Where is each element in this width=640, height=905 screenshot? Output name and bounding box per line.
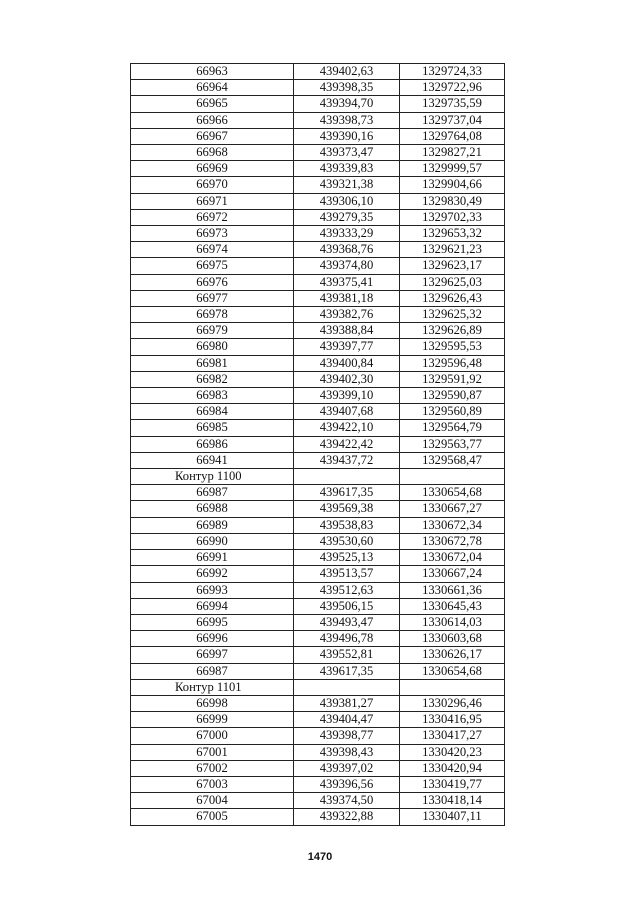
x-coordinate-cell: 439279,35 <box>294 209 400 225</box>
point-number-cell: 66963 <box>131 64 294 80</box>
y-coordinate-cell: 1329596,48 <box>400 355 505 371</box>
x-coordinate-cell: 439382,76 <box>294 307 400 323</box>
y-coordinate-cell: 1329564,79 <box>400 420 505 436</box>
point-number-cell: 66970 <box>131 177 294 193</box>
table-row <box>131 728 505 744</box>
point-number-cell: 66978 <box>131 307 294 323</box>
x-coordinate-cell: 439496,78 <box>294 631 400 647</box>
x-coordinate-cell: 439373,47 <box>294 145 400 161</box>
y-coordinate-cell: 1330672,78 <box>400 533 505 549</box>
x-coordinate-cell: 439617,35 <box>294 663 400 679</box>
x-coordinate-cell: 439506,15 <box>294 598 400 614</box>
table-row <box>131 323 505 339</box>
point-number-cell: 66983 <box>131 388 294 404</box>
y-coordinate-cell: 1330667,24 <box>400 566 505 582</box>
y-coordinate-cell: 1330420,23 <box>400 744 505 760</box>
y-coordinate-cell: 1329764,08 <box>400 128 505 144</box>
table-row <box>131 371 505 387</box>
point-number-cell: 67000 <box>131 728 294 744</box>
x-coordinate-cell: 439538,83 <box>294 517 400 533</box>
table-row <box>131 566 505 582</box>
table-row <box>131 355 505 371</box>
table-row <box>131 663 505 679</box>
table-row <box>131 64 505 80</box>
point-number-cell: 66976 <box>131 274 294 290</box>
table-row <box>131 550 505 566</box>
y-coordinate-cell: 1329590,87 <box>400 388 505 404</box>
y-coordinate-cell: 1330672,04 <box>400 550 505 566</box>
table-row <box>131 339 505 355</box>
y-coordinate-cell: 1330667,27 <box>400 501 505 517</box>
x-coordinate-cell: 439493,47 <box>294 614 400 630</box>
x-coordinate-cell: 439512,63 <box>294 582 400 598</box>
x-coordinate-cell: 439396,56 <box>294 776 400 792</box>
point-number-cell: 66988 <box>131 501 294 517</box>
x-coordinate-cell: 439422,10 <box>294 420 400 436</box>
point-number-cell: 66984 <box>131 404 294 420</box>
x-coordinate-cell: 439322,88 <box>294 809 400 825</box>
point-number-cell: 66971 <box>131 193 294 209</box>
y-coordinate-cell: 1329737,04 <box>400 112 505 128</box>
x-coordinate-cell: 439398,77 <box>294 728 400 744</box>
point-number-cell: 66991 <box>131 550 294 566</box>
y-coordinate-cell: 1330626,17 <box>400 647 505 663</box>
point-number-cell: 66992 <box>131 566 294 582</box>
table-row <box>131 809 505 825</box>
point-number-cell: 66994 <box>131 598 294 614</box>
x-coordinate-cell: 439407,68 <box>294 404 400 420</box>
y-coordinate-cell: 1329591,92 <box>400 371 505 387</box>
point-number-cell: 67001 <box>131 744 294 760</box>
table-row <box>131 80 505 96</box>
y-coordinate-cell: 1329625,03 <box>400 274 505 290</box>
y-coordinate-cell: 1330645,43 <box>400 598 505 614</box>
x-coordinate-cell: 439388,84 <box>294 323 400 339</box>
point-number-cell: 66941 <box>131 452 294 468</box>
point-number-cell: 66966 <box>131 112 294 128</box>
contour-header-row <box>131 469 505 485</box>
x-coordinate-cell: 439321,38 <box>294 177 400 193</box>
y-coordinate-cell: 1330296,46 <box>400 695 505 711</box>
x-coordinate-cell: 439339,83 <box>294 161 400 177</box>
table-row <box>131 96 505 112</box>
table-row <box>131 793 505 809</box>
y-coordinate-cell: 1330420,94 <box>400 760 505 776</box>
point-number-cell: 66995 <box>131 614 294 630</box>
y-coordinate-cell: 1329625,32 <box>400 307 505 323</box>
table-row <box>131 614 505 630</box>
x-coordinate-cell: 439569,38 <box>294 501 400 517</box>
x-coordinate-cell: 439437,72 <box>294 452 400 468</box>
x-coordinate-cell: 439617,35 <box>294 485 400 501</box>
x-coordinate-cell: 439552,81 <box>294 647 400 663</box>
y-coordinate-cell: 1330418,14 <box>400 793 505 809</box>
table-row <box>131 598 505 614</box>
y-coordinate-cell: 1330672,34 <box>400 517 505 533</box>
y-coordinate-cell: 1330417,27 <box>400 728 505 744</box>
x-coordinate-cell: 439306,10 <box>294 193 400 209</box>
y-coordinate-cell: 1329626,89 <box>400 323 505 339</box>
point-number-cell: 66964 <box>131 80 294 96</box>
y-coordinate-cell: 1330654,68 <box>400 485 505 501</box>
y-coordinate-cell: 1329563,77 <box>400 436 505 452</box>
point-number-cell: 67004 <box>131 793 294 809</box>
x-coordinate-cell: 439404,47 <box>294 712 400 728</box>
table-row <box>131 177 505 193</box>
x-coordinate-cell: 439530,60 <box>294 533 400 549</box>
y-coordinate-cell: 1330614,03 <box>400 614 505 630</box>
table-row <box>131 744 505 760</box>
point-number-cell: 66980 <box>131 339 294 355</box>
table-row <box>131 161 505 177</box>
table-row <box>131 307 505 323</box>
table-row <box>131 128 505 144</box>
x-coordinate-cell: 439398,73 <box>294 112 400 128</box>
y-coordinate-cell: 1329830,49 <box>400 193 505 209</box>
point-number-cell: 66996 <box>131 631 294 647</box>
y-coordinate-cell: 1329595,53 <box>400 339 505 355</box>
contour-header-row <box>131 679 505 695</box>
point-number-cell: 66973 <box>131 226 294 242</box>
table-row <box>131 436 505 452</box>
point-number-cell: 66981 <box>131 355 294 371</box>
y-coordinate-cell: 1330407,11 <box>400 809 505 825</box>
coordinates-table-body <box>131 64 505 826</box>
table-row <box>131 242 505 258</box>
y-coordinate-cell: 1329568,47 <box>400 452 505 468</box>
point-number-cell: 66989 <box>131 517 294 533</box>
table-row <box>131 533 505 549</box>
point-number-cell: 66974 <box>131 242 294 258</box>
x-coordinate-cell: 439397,02 <box>294 760 400 776</box>
point-number-cell: 66969 <box>131 161 294 177</box>
table-row <box>131 290 505 306</box>
point-number-cell: 66982 <box>131 371 294 387</box>
table-row <box>131 388 505 404</box>
point-number-cell: 66999 <box>131 712 294 728</box>
point-number-cell: 66975 <box>131 258 294 274</box>
table-row <box>131 274 505 290</box>
x-coordinate-cell: 439374,50 <box>294 793 400 809</box>
point-number-cell: 66997 <box>131 647 294 663</box>
table-row <box>131 517 505 533</box>
x-coordinate-cell: 439333,29 <box>294 226 400 242</box>
table-row <box>131 631 505 647</box>
empty-cell <box>400 679 505 695</box>
x-coordinate-cell: 439400,84 <box>294 355 400 371</box>
point-number-cell: 66972 <box>131 209 294 225</box>
y-coordinate-cell: 1329560,89 <box>400 404 505 420</box>
x-coordinate-cell: 439422,42 <box>294 436 400 452</box>
table-row <box>131 760 505 776</box>
point-number-cell: 66965 <box>131 96 294 112</box>
y-coordinate-cell: 1329621,23 <box>400 242 505 258</box>
x-coordinate-cell: 439398,35 <box>294 80 400 96</box>
table-row <box>131 193 505 209</box>
point-number-cell: 66977 <box>131 290 294 306</box>
x-coordinate-cell: 439397,77 <box>294 339 400 355</box>
point-number-cell: 66986 <box>131 436 294 452</box>
point-number-cell: 66979 <box>131 323 294 339</box>
point-number-cell: 66967 <box>131 128 294 144</box>
table-row <box>131 112 505 128</box>
point-number-cell: 66990 <box>131 533 294 549</box>
x-coordinate-cell: 439368,76 <box>294 242 400 258</box>
point-number-cell: 66985 <box>131 420 294 436</box>
table-row <box>131 452 505 468</box>
table-row <box>131 209 505 225</box>
y-coordinate-cell: 1329827,21 <box>400 145 505 161</box>
y-coordinate-cell: 1329724,33 <box>400 64 505 80</box>
table-row <box>131 145 505 161</box>
table-row <box>131 647 505 663</box>
empty-cell <box>400 469 505 485</box>
x-coordinate-cell: 439525,13 <box>294 550 400 566</box>
point-number-cell: 67005 <box>131 809 294 825</box>
y-coordinate-cell: 1329904,66 <box>400 177 505 193</box>
table-row <box>131 258 505 274</box>
y-coordinate-cell: 1330654,68 <box>400 663 505 679</box>
x-coordinate-cell: 439402,63 <box>294 64 400 80</box>
table-row <box>131 582 505 598</box>
table-row <box>131 776 505 792</box>
table-row <box>131 404 505 420</box>
x-coordinate-cell: 439398,43 <box>294 744 400 760</box>
point-number-cell: 66968 <box>131 145 294 161</box>
point-number-cell: 66993 <box>131 582 294 598</box>
x-coordinate-cell: 439381,27 <box>294 695 400 711</box>
x-coordinate-cell: 439381,18 <box>294 290 400 306</box>
x-coordinate-cell: 439390,16 <box>294 128 400 144</box>
x-coordinate-cell: 439394,70 <box>294 96 400 112</box>
point-number-cell: 67002 <box>131 760 294 776</box>
y-coordinate-cell: 1330416,95 <box>400 712 505 728</box>
y-coordinate-cell: 1329653,32 <box>400 226 505 242</box>
y-coordinate-cell: 1330419,77 <box>400 776 505 792</box>
x-coordinate-cell: 439402,30 <box>294 371 400 387</box>
empty-cell <box>294 469 400 485</box>
y-coordinate-cell: 1329999,57 <box>400 161 505 177</box>
y-coordinate-cell: 1330603,68 <box>400 631 505 647</box>
contour-label: Контур 1101 <box>131 679 294 695</box>
y-coordinate-cell: 1329626,43 <box>400 290 505 306</box>
contour-label: Контур 1100 <box>131 469 294 485</box>
x-coordinate-cell: 439513,57 <box>294 566 400 582</box>
table-row <box>131 712 505 728</box>
point-number-cell: 67003 <box>131 776 294 792</box>
x-coordinate-cell: 439375,41 <box>294 274 400 290</box>
point-number-cell: 66987 <box>131 485 294 501</box>
table-row <box>131 420 505 436</box>
empty-cell <box>294 679 400 695</box>
table-row <box>131 226 505 242</box>
y-coordinate-cell: 1329735,59 <box>400 96 505 112</box>
table-row <box>131 485 505 501</box>
y-coordinate-cell: 1330661,36 <box>400 582 505 598</box>
y-coordinate-cell: 1329722,96 <box>400 80 505 96</box>
x-coordinate-cell: 439374,80 <box>294 258 400 274</box>
coordinates-table <box>130 63 505 826</box>
y-coordinate-cell: 1329623,17 <box>400 258 505 274</box>
y-coordinate-cell: 1329702,33 <box>400 209 505 225</box>
page-number: 1470 <box>307 851 333 863</box>
point-number-cell: 66998 <box>131 695 294 711</box>
table-row <box>131 695 505 711</box>
x-coordinate-cell: 439399,10 <box>294 388 400 404</box>
point-number-cell: 66987 <box>131 663 294 679</box>
table-row <box>131 501 505 517</box>
